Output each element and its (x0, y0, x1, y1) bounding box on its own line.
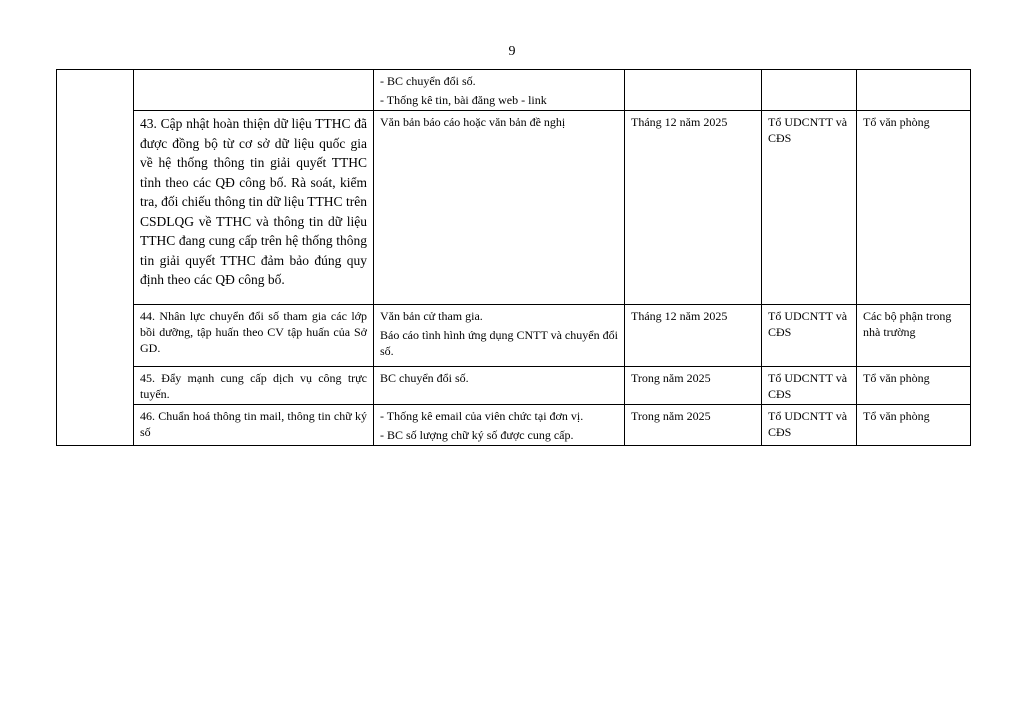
time-cell: Tháng 12 năm 2025 (625, 111, 762, 305)
product-line: Văn bản báo cáo hoặc văn bản đề nghị (380, 115, 566, 129)
table-row (57, 305, 971, 367)
unit-cell: Tổ UDCNTT và CĐS (762, 405, 857, 446)
task-cell (134, 70, 374, 111)
table-row (57, 405, 971, 446)
product-line: - Thống kê tin, bài đăng web - link (380, 93, 547, 107)
products-cell (374, 367, 625, 405)
group-cell (57, 70, 134, 446)
page-number: 9 (508, 44, 516, 59)
table-row (57, 111, 971, 305)
unit-cell: Tổ UDCNTT và CĐS (762, 367, 857, 405)
product-line: BC chuyển đổi số. (380, 371, 469, 385)
table-row (57, 70, 971, 111)
products-cell (374, 405, 625, 446)
unit-cell: Tổ UDCNTT và CĐS (762, 111, 857, 305)
plan-table (56, 69, 971, 446)
coordinator-cell (857, 70, 971, 111)
table-row (57, 367, 971, 405)
task-cell: 45. Đẩy mạnh cung cấp dịch vụ công trực tuyến. (134, 367, 374, 405)
products-cell (374, 70, 625, 111)
coordinator-cell: Tổ văn phòng (857, 111, 971, 305)
unit-cell (762, 70, 857, 111)
unit-cell: Tổ UDCNTT và CĐS (762, 305, 857, 367)
coordinator-cell: Tổ văn phòng (857, 367, 971, 405)
task-cell: 46. Chuẩn hoá thông tin mail, thông tin chữ ký số (134, 405, 374, 446)
products-cell (374, 305, 625, 367)
product-line: Báo cáo tình hình ứng dụng CNTT và chuyển đổi số. (380, 328, 618, 358)
product-line: Văn bản cử tham gia. (380, 309, 483, 323)
time-cell: Trong năm 2025 (625, 367, 762, 405)
products-cell (374, 111, 625, 305)
task-cell: 44. Nhân lực chuyển đổi số tham gia các lớp bồi dưỡng, tập huấn theo CV tập huấn của Sở GD. (134, 305, 374, 367)
product-line: - Thống kê email của viên chức tại đơn vị. (380, 409, 584, 423)
coordinator-cell: Các bộ phận trong nhà trường (857, 305, 971, 367)
task-cell: 43. Cập nhật hoàn thiện dữ liệu TTHC đã được đồng bộ từ cơ sở dữ liệu quốc gia về hệ thống thông tin giải quyết TTHC tỉnh theo các QĐ công bố. Rà soát, kiểm tra, đối chiếu thông tin dữ liệu TTHC trên CSDLQG về TTHC và thông tin dữ liệu TTHC đang cung cấp trên hệ thống thông tin giải quyết TTHC đảm bảo đúng quy định theo các QĐ công bố. (134, 111, 374, 305)
product-line: - BC chuyển đổi số. (380, 74, 476, 88)
time-cell: Tháng 12 năm 2025 (625, 305, 762, 367)
time-cell: Trong năm 2025 (625, 405, 762, 446)
product-line: - BC số lượng chữ ký số được cung cấp. (380, 428, 574, 442)
time-cell (625, 70, 762, 111)
coordinator-cell: Tổ văn phòng (857, 405, 971, 446)
